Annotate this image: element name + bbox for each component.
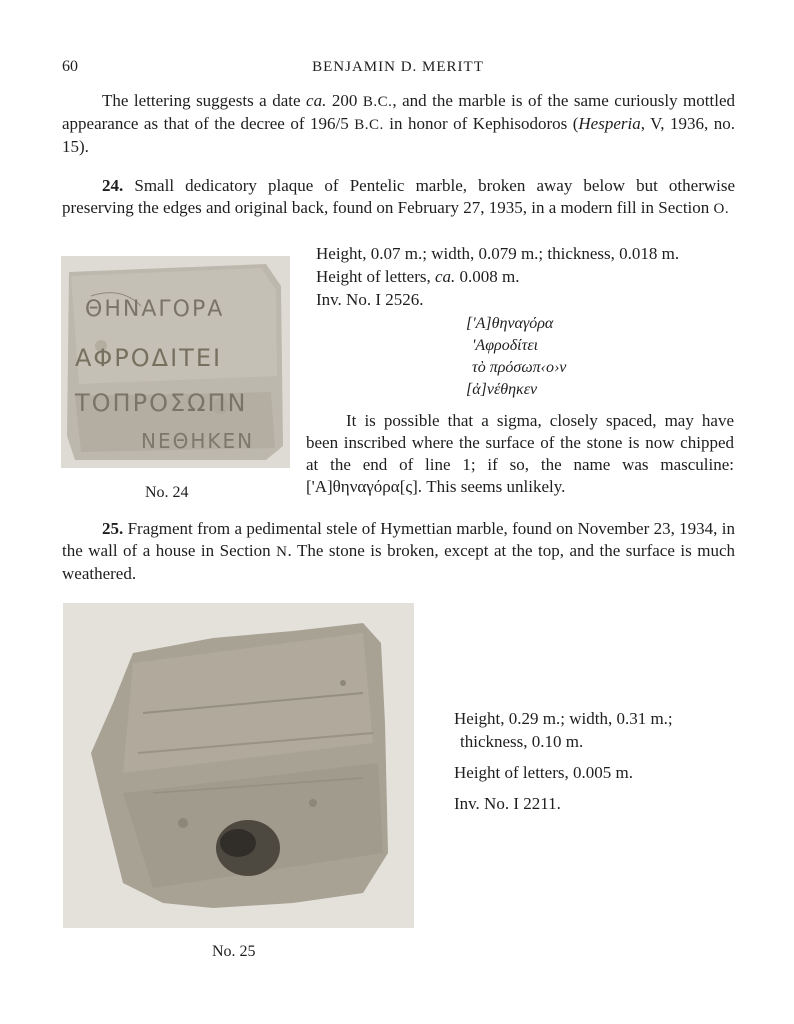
entry-24-description: 24. Small dedicatory plaque of Pentelic marble, broken away below but otherwise preserving the edges and original back, found on February 27, 1935, in a modern fill in Section O. — [62, 176, 736, 217]
entry-25-measurements — [454, 707, 744, 815]
transcription-line-2: 'Αφροδίτει — [472, 337, 539, 354]
photo-line-4: ΝΕΘΗΚΕΝ — [141, 429, 255, 453]
entry-25-dimensions: Height, 0.29 m.; width, 0.31 m.; — [454, 709, 673, 728]
transcription-line-4: [ἀ]νέθηκεν — [466, 381, 538, 398]
entry-25-number: 25. — [102, 519, 124, 538]
entry-24-measurements — [316, 242, 736, 311]
entry-24-letter-height: Height of letters, ca. 0.008 m. — [316, 267, 520, 286]
plaque-24-image — [61, 256, 290, 468]
photo-line-2: ΑΦΡΟΔΙΤΕΙ — [75, 344, 223, 372]
transcription-line-1: ['Α]θηναγόρα — [466, 315, 554, 332]
entry-24-commentary: It is possible that a sigma, closely spaced, may have been inscribed where the surface of the stone is now chipped at the end of line 1; if so, the name was masculine: ['Α]θηναγόρα[ς]. This seems unlikely. — [306, 411, 734, 496]
journal-title: Hesperia — [578, 114, 641, 133]
photo-no-25 — [63, 603, 414, 928]
entry-25-thickness: thickness, 0.10 m. — [460, 732, 584, 751]
entry-25-letter-height: Height of letters, 0.005 m. — [454, 763, 633, 782]
photo-line-3: ΤΟΠΡΟΣΩΠΝ — [75, 389, 248, 417]
header-author: BENJAMIN D. MERITT — [312, 59, 484, 75]
caption-no-24: No. 24 — [145, 484, 189, 501]
photo-no-24 — [61, 256, 290, 468]
photo-line-1: ΘΗΝΑΓΟΡΑ — [85, 297, 225, 322]
running-head — [62, 56, 734, 78]
page-number: 60 — [62, 58, 78, 75]
entry-24-number: 24. — [102, 176, 124, 195]
entry-24-dimensions: Height, 0.07 m.; width, 0.079 m.; thickness, 0.018 m. — [316, 244, 680, 263]
entry-24-transcription — [466, 313, 566, 401]
fragment-25-image — [63, 603, 414, 928]
intro-paragraph: The lettering suggests a date ca. 200 B.C., and the marble is of the same curiously mottled appearance as that of the decree of 196/5 B.C. in honor of Kephisodoros (Hesperia, V, 1936, no. 15). — [62, 91, 735, 156]
entry-25-description: 25. Fragment from a pedimental stele of Hymettian marble, found on November 23, 1934, in the wall of a house in Section N. The stone is broken, except at the top, and the surface is much weathered. — [62, 519, 736, 583]
entry-24-inventory: Inv. No. I 2526. — [316, 290, 424, 309]
entry-25-inventory: Inv. No. I 2211. — [454, 794, 561, 813]
transcription-line-3: τὸ πρόσωπ‹ο›ν — [472, 359, 567, 376]
caption-no-25: No. 25 — [212, 943, 256, 960]
